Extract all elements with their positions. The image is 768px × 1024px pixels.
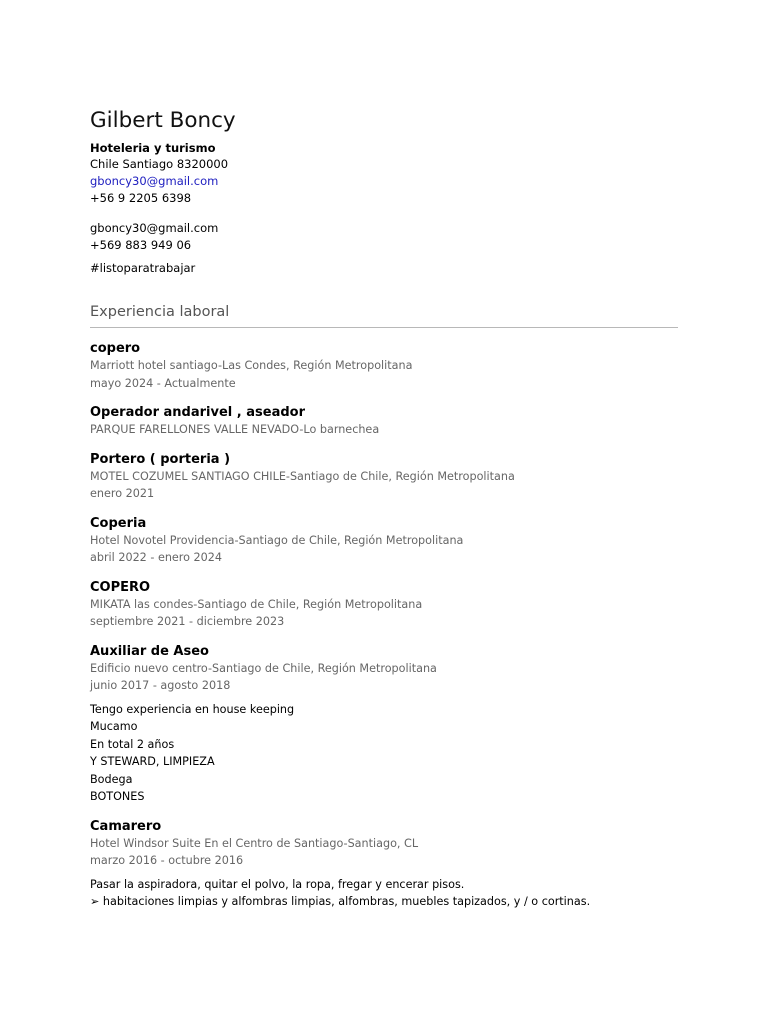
- job-title: Auxiliar de Aseo: [90, 643, 209, 659]
- headline: Hoteleria y turismo: [90, 141, 216, 155]
- job-description: [90, 701, 678, 806]
- description-line: Mucamo: [90, 720, 138, 733]
- phone-alt: +569 883 949 06: [90, 238, 192, 252]
- job-entry: [90, 818, 678, 911]
- job-company: Hotel Novotel Providencia-Santiago de Chile, Región Metropolitana: [90, 533, 464, 547]
- job-title: copero: [90, 341, 141, 356]
- description-line: Y STEWARD, LIMPIEZA: [90, 755, 215, 768]
- job-title: Camarero: [90, 818, 162, 834]
- candidate-name: Gilbert Boncy: [90, 108, 236, 133]
- email-link[interactable]: gboncy30@gmail.com: [90, 174, 219, 188]
- job-entry: [90, 404, 678, 439]
- job-dates: enero 2021: [90, 487, 155, 500]
- description-line: Pasar la aspiradora, quitar el polvo, la ropa, fregar y encerar pisos.: [90, 877, 465, 891]
- job-company: PARQUE FARELLONES VALLE NEVADO-Lo barnechea: [90, 423, 380, 436]
- job-title: COPERO: [90, 579, 151, 595]
- job-description: [90, 876, 678, 911]
- job-dates: abril 2022 - enero 2024: [90, 551, 223, 564]
- description-line: Tengo experiencia en house keeping: [90, 702, 295, 716]
- job-title: Operador andarivel , aseador: [90, 405, 305, 420]
- experience-section-title: Experiencia laboral: [90, 302, 678, 328]
- job-entry: [90, 643, 678, 806]
- job-entry: [90, 451, 678, 503]
- description-line: BOTONES: [90, 790, 145, 803]
- location: Chile Santiago 8320000: [90, 157, 229, 171]
- job-dates: junio 2017 - agosto 2018: [90, 679, 231, 692]
- description-line: ➢ habitaciones limpias y alfombras limpias, alfombras, muebles tapizados, y / o cortinas.: [90, 895, 591, 908]
- resume-content: [90, 107, 678, 911]
- description-line: En total 2 años: [90, 737, 175, 751]
- job-entry: [90, 340, 678, 392]
- job-company: Marriott hotel santiago-Las Condes, Región Metropolitana: [90, 359, 413, 372]
- job-entry: [90, 515, 678, 567]
- job-dates: marzo 2016 - octubre 2016: [90, 854, 244, 867]
- job-entry: [90, 579, 678, 631]
- job-dates: mayo 2024 - Actualmente: [90, 376, 236, 390]
- job-title: Portero ( porteria ): [90, 451, 231, 467]
- job-company: MIKATA las condes-Santiago de Chile, Región Metropolitana: [90, 597, 423, 611]
- job-company: Hotel Windsor Suite En el Centro de Santiago-Santiago, CL: [90, 836, 419, 850]
- job-dates: septiembre 2021 - diciembre 2023: [90, 615, 285, 628]
- job-title: Coperia: [90, 515, 147, 531]
- description-line: Bodega: [90, 772, 133, 786]
- hashtag: #listoparatrabajar: [90, 261, 196, 275]
- job-company: MOTEL COZUMEL SANTIAGO CHILE-Santiago de Chile, Región Metropolitana: [90, 469, 515, 483]
- job-company: Edificio nuevo centro-Santiago de Chile, Región Metropolitana: [90, 661, 437, 675]
- phone: +56 9 2205 6398: [90, 191, 192, 205]
- email-alt: gboncy30@gmail.com: [90, 221, 219, 235]
